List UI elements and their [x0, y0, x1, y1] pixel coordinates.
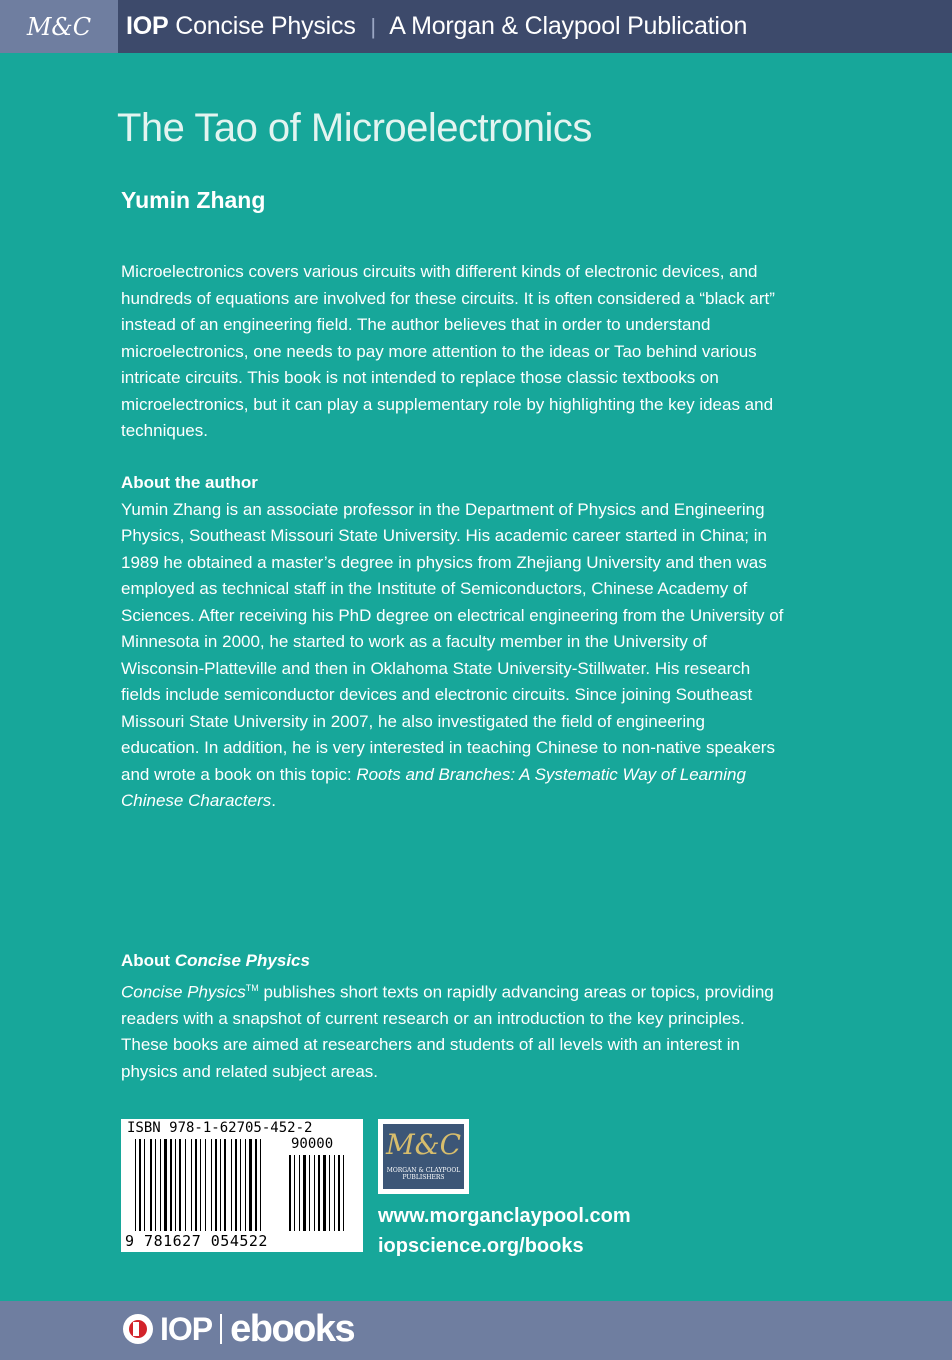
publisher-monogram: M&C [385, 1128, 462, 1161]
series-label: Concise Physics [175, 12, 356, 40]
about-series-section [121, 948, 786, 1085]
book-blurb: Microelectronics covers various circuits with different kinds of electronic devices, and hundreds of equations are involved for these circuits. It is often considered a “black art” instead of an engineering field. The author believes that in order to understand microelectronics, one needs to pay more attention to the ideas or Tao behind various intricate circuits. This book is not intended to replace those classic textbooks on microelectronics, but it can play a supplementary role by highlighting the key ideas and techniques. [121, 262, 775, 440]
trademark-symbol: TM [245, 982, 259, 993]
footer-ebooks-label: ebooks [230, 1307, 355, 1350]
header-separator: | [370, 14, 376, 39]
about-series-heading-prefix: About [121, 951, 175, 970]
header-bar [0, 0, 952, 53]
about-author-section [121, 470, 786, 815]
iop-ebooks-brand [122, 1307, 354, 1351]
series-description: publishes short texts on rapidly advancing areas or topics, providing readers with a snapshot of current research or an introduction to the key principles. These books are aimed at researchers and students of all levels with an interest in physics and related subject areas. [121, 982, 774, 1081]
mc-logo-icon [26, 7, 92, 47]
about-author-body [121, 497, 786, 815]
publication-label: A Morgan & Claypool Publication [389, 12, 748, 40]
barcode-digits: 9 781627 054522 [125, 1232, 268, 1250]
publisher-logo [378, 1119, 469, 1194]
author-bio-text: Yumin Zhang is an associate professor in the Department of Physics and Engineering Physics, Southeast Missouri State University. His academic career started in China; in 1989 he obtained a master’s degree in physics from Zhejiang University and then was employed as technical staff in the Institute of Semiconductors, Chinese Academy of Sciences. After receiving his PhD degree on electrical engineering from the University of Minnesota in 2000, he started to work as a faculty member in the University of Wisconsin-Platteville and then in Oklahoma State University-Stillwater. His research fields include semiconductor devices and electronic circuits. Since joining Southeast Missouri State University in 2007, he also investigated the field of engineering education. In addition, he is very interested in teaching Chinese to non-native speakers and wrote a book on this topic: [121, 499, 784, 784]
book-title: The Tao of Microelectronics [117, 106, 592, 150]
mc-logo [0, 0, 118, 53]
about-series-heading-name: Concise Physics [174, 951, 310, 970]
publisher-name-line1: MORGAN & CLAYPOOL [386, 1167, 461, 1174]
url-morganclaypool[interactable]: www.morganclaypool.com [378, 1205, 631, 1227]
footer-bar [0, 1301, 952, 1360]
author-bio-end: . [271, 791, 276, 810]
series-name: Concise Physics [121, 982, 246, 1002]
isbn-barcode [121, 1119, 363, 1252]
about-author-heading: About the author [121, 473, 258, 492]
footer-divider [220, 1314, 222, 1344]
price-code: 90000 [291, 1136, 334, 1152]
iop-label: IOP [126, 12, 169, 40]
publisher-name [383, 1167, 464, 1181]
about-series-body [121, 975, 786, 1086]
isbn-number: ISBN 978-1-62705-452-2 [127, 1120, 313, 1136]
url-iopscience[interactable]: iopscience.org/books [378, 1235, 584, 1257]
svg-text:M&C: M&C [26, 12, 92, 41]
publisher-urls [378, 1201, 631, 1261]
publisher-name-line2: PUBLISHERS [402, 1174, 445, 1181]
other-book-title: Roots and Branches: A Systematic Way of Learning Chinese Characters [121, 764, 746, 810]
iop-logo-icon [122, 1313, 154, 1345]
series-line [126, 12, 747, 41]
about-series-heading [121, 948, 786, 975]
book-author: Yumin Zhang [121, 187, 266, 213]
footer-iop-label: IOP [160, 1310, 213, 1347]
